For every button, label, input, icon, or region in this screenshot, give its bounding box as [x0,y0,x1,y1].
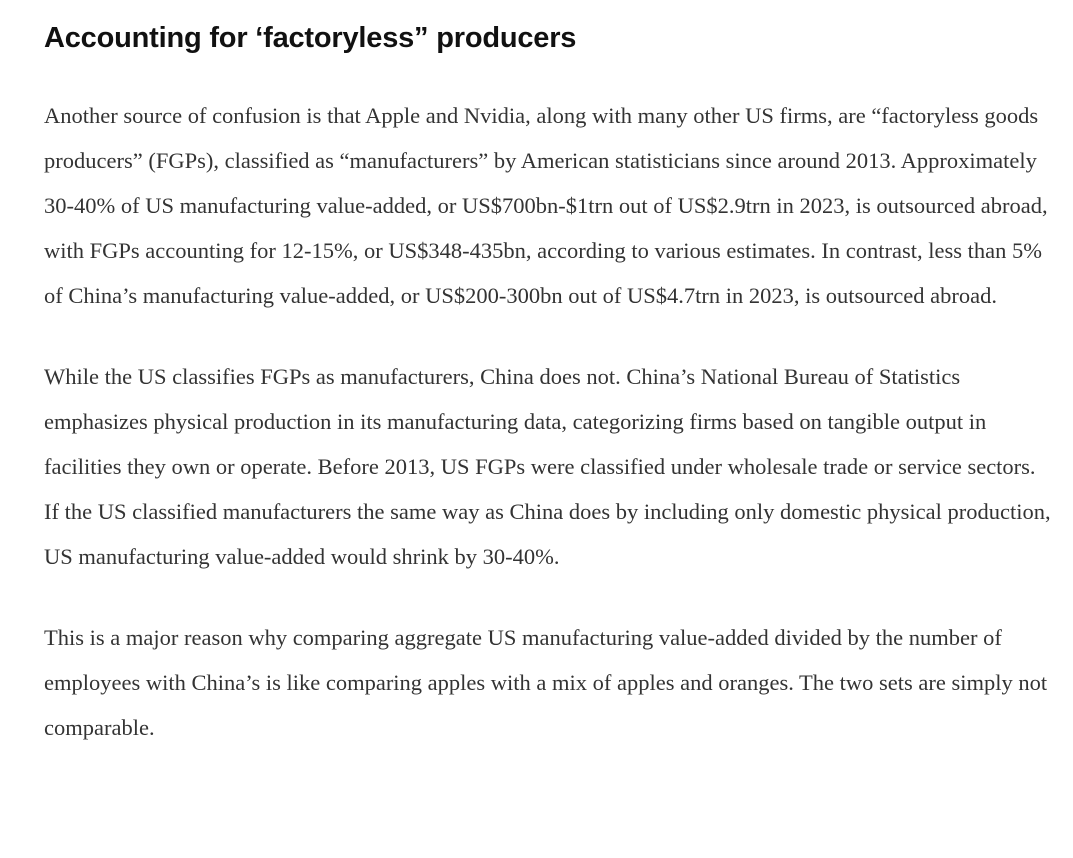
paragraph-comparison-conclusion: This is a major reason why comparing aggregate US manufacturing value-added divided by the number of employees with China’s is like comparing apples with a mix of apples and oranges. The two sets are simply not comparable. [44,625,1048,740]
article [44,0,1054,750]
section-heading: Accounting for ‘factoryless” producers [44,22,577,54]
paragraph-factoryless-producers: Another source of confusion is that Apple and Nvidia, along with many other US firms, are “factoryless goods producers” (FGPs), classified as “manufacturers” by American statisticians since around 2013. Approximately 30-40% of US manufacturing value-added, or US$700bn-$1trn out of US$2.9trn in 2023, is outsourced abroad, with FGPs accounting for 12-15%, or US$348-435bn, according to various estimates. In contrast, less than 5% of China’s manufacturing value-added, or US$200-300bn out of US$4.7trn in 2023, is outsourced abroad. [44,103,1048,308]
paragraph-china-classification: While the US classifies FGPs as manufacturers, China does not. China’s National Bureau of Statistics emphasizes physical production in its manufacturing data, categorizing firms based on tangible output in facilities they own or operate. Before 2013, US FGPs were classified under wholesale trade or service sectors. If the US classified manufacturers the same way as China does by including only domestic physical production, US manufacturing value-added would shrink by 30-40%. [44,364,1051,569]
